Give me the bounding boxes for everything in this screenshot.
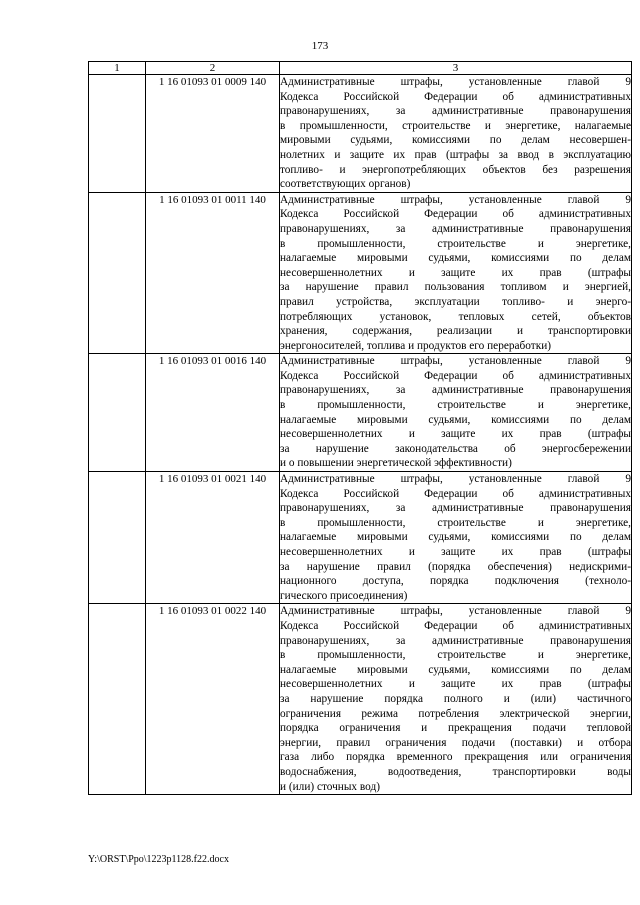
description-line: в промышленности, строительстве и энергетике, [280,237,631,250]
description-line: в промышленности, строительстве и энергетике, [280,649,631,662]
header-col-3: 3 [280,62,632,75]
classification-code: 1 16 01093 01 0011 140 [146,192,280,354]
header-col-2: 2 [146,62,280,75]
description-line: энергоносителей, топлива и продуктов его переработки) [280,339,551,352]
description-cell [280,75,632,193]
header-col-1: 1 [89,62,146,75]
description-line: налагаемые мировыми судьями, комиссиями по делам [280,252,631,265]
table-row [89,192,632,354]
description-line: Кодекса Российской Федерации об административных [280,90,631,103]
description-line: мировыми судьями, комиссиями по делам несовершен- [280,134,631,147]
row-col-1-cell [89,604,146,795]
description-line: Кодекса Российской Федерации об административных [280,487,631,500]
table-row [89,472,632,604]
file-path-footer: Y:\ORST\Ppo\1223p1128.f22.docx [88,854,229,865]
description-line: соответствующих органов) [280,178,411,191]
description-line: несовершеннолетних и защите их прав (штрафы [280,266,631,279]
classification-code: 1 16 01093 01 0022 140 [146,604,280,795]
table-row [89,75,632,193]
description-line: потребляющих установок, тепловых сетей, объектов [280,310,631,323]
description-line: правил устройства, эксплуатации топливо- и энерго- [280,295,631,308]
description-line: правонарушениях, за административные правонарушения [280,105,631,118]
description-line: в промышленности, строительстве и энергетике, [280,516,631,529]
table-row [89,604,632,795]
description-line: несовершеннолетних и защите их прав (штрафы [280,428,631,441]
description-line: Административные штрафы, установленные главой 9 [280,76,631,88]
description-line: Кодекса Российской Федерации об административных [280,208,631,221]
description-line: топливо- и энергопотребляющих объектов без разрешения [280,163,631,176]
page-number: 173 [311,40,329,52]
description-line: налагаемые мировыми судьями, комиссиями по делам [280,413,631,426]
description-line: налагаемые мировыми судьями, комиссиями по делам [280,663,631,676]
description-line: правонарушениях, за административные правонарушения [280,384,631,397]
classification-code: 1 16 01093 01 0021 140 [146,472,280,604]
description-line: Кодекса Российской Федерации об административных [280,619,631,632]
description-line: Административные штрафы, установленные главой 9 [280,193,631,206]
description-line: нолетних и защите их прав (штрафы за ввод в эксплуатацию [280,148,631,161]
table-row [89,354,632,472]
description-line: Административные штрафы, установленные главой 9 [280,473,631,486]
description-line: газа либо порядка временного прекращения или ограничения [280,751,631,764]
description-line: за нарушение правил (порядка обеспечения) недискрими- [280,560,631,573]
description-line: несовершеннолетних и защите их прав (штрафы [280,678,631,691]
description-line: Административные штрафы, установленные главой 9 [280,605,631,618]
description-line: правонарушениях, за административные правонарушения [280,634,631,647]
description-line: и (или) сточных вод) [280,780,380,793]
classification-code: 1 16 01093 01 0009 140 [146,75,280,193]
row-col-1-cell [89,192,146,354]
description-line: Административные штрафы, установленные главой 9 [280,355,631,368]
row-col-1-cell [89,472,146,604]
description-line: национного доступа, порядка подключения (техноло- [280,575,631,588]
description-line: налагаемые мировыми судьями, комиссиями по делам [280,531,631,544]
classification-code: 1 16 01093 01 0016 140 [146,354,280,472]
description-cell [280,354,632,472]
description-cell [280,472,632,604]
description-line: в промышленности, строительстве и энергетике, налагаемые [280,119,631,132]
description-line: за нарушение законодательства об энергосбережении [280,442,631,455]
description-line: за нарушение правил пользования топливом и энергией, [280,281,631,294]
description-cell [280,604,632,795]
description-line: гического присоединения) [280,589,408,602]
row-col-1-cell [89,354,146,472]
row-col-1-cell [89,75,146,193]
table-header-row [89,62,632,75]
description-line: хранения, содержания, реализации и транспортировки [280,325,631,338]
description-line: водоснабжения, водоотведения, транспортировки воды [280,765,631,778]
description-line: правонарушениях, за административные правонарушения [280,222,631,235]
description-line: правонарушениях, за административные правонарушения [280,502,631,515]
description-line: энергии, правил ограничения подачи (поставки) и отбора [280,736,631,749]
codes-table [88,61,632,795]
description-cell [280,192,632,354]
description-line: несовершеннолетних и защите их прав (штрафы [280,546,631,558]
description-line: и о повышении энергетической эффективности) [280,457,512,470]
description-line: за нарушение порядка полного и (или) частичного [280,692,631,705]
description-line: ограничения режима потребления электрической энергии, [280,707,631,720]
description-line: Кодекса Российской Федерации об административных [280,369,631,382]
description-line: порядка ограничения и прекращения подачи тепловой [280,722,631,735]
description-line: в промышленности, строительстве и энергетике, [280,399,631,412]
